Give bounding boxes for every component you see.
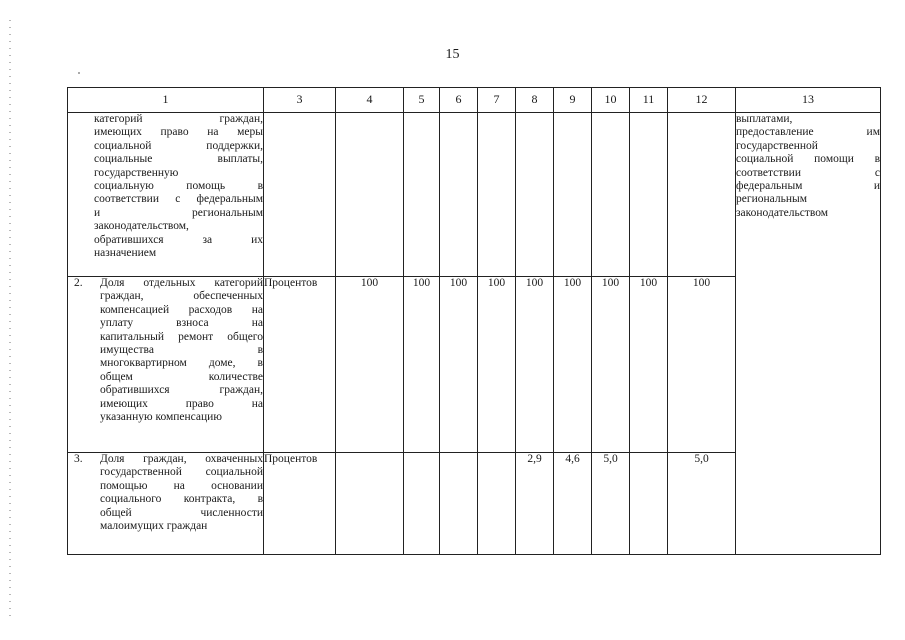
page-number: 15 [445,47,460,62]
value-cell [630,113,668,277]
value-cell [336,453,404,555]
value-cell [554,113,592,277]
indicator-name-continued: категорий граждан, имеющих право на меры социальной поддержки, социальные выплаты, государственную социальную помощь в соответствии с федеральным и региональным законодательством, обратившихся за их назначением [94,113,263,260]
col-header: 12 [668,88,736,113]
value-cell [440,453,478,555]
value-cell [404,453,440,555]
indicator-name-cell [68,453,264,555]
col-header: 8 [516,88,554,113]
indicator-name-cell [68,277,264,453]
col-header: 5 [404,88,440,113]
indicator-name-cell [68,113,264,277]
note-cell: выплатами, предоставление им государственной социальной помощи в соответствии с федеральным и региональным законодательством [736,113,881,555]
col-header: 7 [478,88,516,113]
value-cell: 2,9 [516,453,554,555]
value-cell [440,113,478,277]
value-cell: 100 [516,277,554,453]
left-margin-dots [9,20,11,620]
value-cell [668,113,736,277]
col-header: 1 [68,88,264,113]
value-cell: 4,6 [554,453,592,555]
value-cell [630,453,668,555]
col-header: 6 [440,88,478,113]
value-cell [478,453,516,555]
value-cell: 100 [440,277,478,453]
col-header: 11 [630,88,668,113]
value-cell [404,113,440,277]
value-cell: 100 [668,277,736,453]
unit-cell [264,113,336,277]
col-header: 10 [592,88,630,113]
value-cell: 100 [554,277,592,453]
col-header: 3 [264,88,336,113]
row-number: 3. [74,453,83,465]
speck [78,72,80,74]
indicator-name: Доля отдельных категорий граждан, обеспеченных компенсацией расходов на уплату взноса на капитальный ремонт общего имущества в многоквартирном доме, в общем количестве обратившихся граждан, имеющих право на указанную компенсацию [100,277,263,424]
unit-cell: Процентов [264,277,336,453]
value-cell: 100 [336,277,404,453]
value-cell [592,113,630,277]
col-header: 4 [336,88,404,113]
value-cell: 100 [592,277,630,453]
value-cell: 5,0 [668,453,736,555]
value-cell [516,113,554,277]
value-cell [336,113,404,277]
indicator-name: Доля граждан, охваченных государственной социальной помощью на основании социального контракта, в общей численности малоимущих граждан [100,453,263,533]
value-cell: 100 [404,277,440,453]
col-header: 13 [736,88,881,113]
value-cell: 100 [478,277,516,453]
col-header: 9 [554,88,592,113]
value-cell: 100 [630,277,668,453]
indicators-table [67,87,881,555]
row-number: 2. [74,277,83,289]
value-cell: 5,0 [592,453,630,555]
table-row [68,113,881,277]
value-cell [478,113,516,277]
header-row [68,88,881,113]
unit-cell: Процентов [264,453,336,555]
